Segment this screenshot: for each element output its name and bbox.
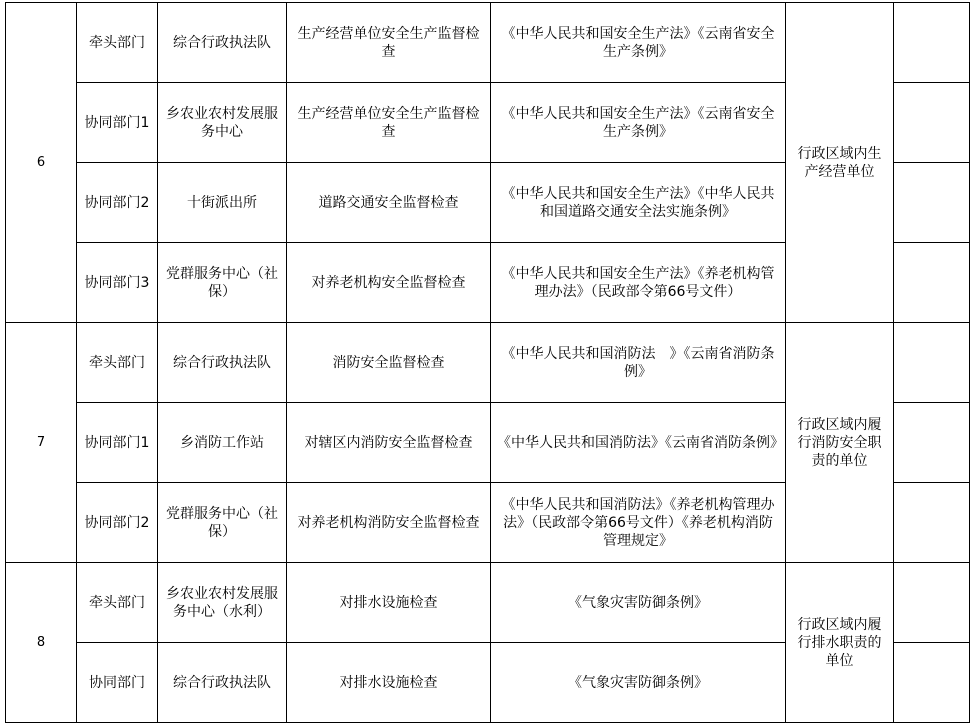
inspection-scope: 行政区域内生产经营单位: [786, 3, 894, 323]
blank-cell: [894, 323, 970, 403]
legal-basis: 《中华人民共和国安全生产法》《云南省安全生产条例》: [491, 3, 786, 83]
legal-basis: 《气象灾害防御条例》: [491, 643, 786, 723]
inspection-item: 生产经营单位安全生产监督检查: [287, 83, 491, 163]
blank-cell: [894, 643, 970, 723]
blank-cell: [894, 163, 970, 243]
legal-basis: 《中华人民共和国安全生产法》《中华人民共和国道路交通安全法实施条例》: [491, 163, 786, 243]
department-role: 协同部门2: [77, 483, 158, 563]
table-row: [6, 323, 970, 403]
table-row: [6, 563, 970, 643]
inspection-item: 对排水设施检查: [287, 643, 491, 723]
department-unit: 综合行政执法队: [158, 323, 287, 403]
department-role: 协同部门1: [77, 403, 158, 483]
inspection-scope: 行政区域内履行消防安全职责的单位: [786, 323, 894, 563]
item-number: 8: [6, 563, 77, 723]
item-number: 7: [6, 323, 77, 563]
inspection-item: 生产经营单位安全生产监督检查: [287, 3, 491, 83]
blank-cell: [894, 243, 970, 323]
department-unit: 十街派出所: [158, 163, 287, 243]
inspection-item: 对养老机构消防安全监督检查: [287, 483, 491, 563]
legal-basis: 《中华人民共和国安全生产法》《养老机构管理办法》（民政部令第66号文件）: [491, 243, 786, 323]
blank-cell: [894, 83, 970, 163]
department-unit: 乡农业农村发展服务中心（水利）: [158, 563, 287, 643]
legal-basis: 《中华人民共和国消防法》《云南省消防条例》: [491, 403, 786, 483]
department-unit: 综合行政执法队: [158, 3, 287, 83]
blank-cell: [894, 483, 970, 563]
legal-basis: 《中华人民共和国安全生产法》《云南省安全生产条例》: [491, 83, 786, 163]
department-role: 协同部门: [77, 643, 158, 723]
blank-cell: [894, 403, 970, 483]
legal-basis: 《气象灾害防御条例》: [491, 563, 786, 643]
legal-basis: 《中华人民共和国消防法 》《云南省消防条例》: [491, 323, 786, 403]
department-role: 牵头部门: [77, 323, 158, 403]
inspection-item: 对养老机构安全监督检查: [287, 243, 491, 323]
department-role: 协同部门1: [77, 83, 158, 163]
inspection-item: 消防安全监督检查: [287, 323, 491, 403]
department-role: 牵头部门: [77, 3, 158, 83]
department-unit: 乡农业农村发展服务中心: [158, 83, 287, 163]
department-role: 协同部门2: [77, 163, 158, 243]
inspection-item: 对辖区内消防安全监督检查: [287, 403, 491, 483]
department-unit: 党群服务中心（社保）: [158, 483, 287, 563]
department-unit: 乡消防工作站: [158, 403, 287, 483]
legal-basis: 《中华人民共和国消防法》《养老机构管理办法》（民政部令第66号文件）《养老机构消防管理规定》: [491, 483, 786, 563]
inspection-table: [5, 2, 970, 723]
inspection-item: 对排水设施检查: [287, 563, 491, 643]
blank-cell: [894, 563, 970, 643]
department-unit: 党群服务中心（社保）: [158, 243, 287, 323]
department-role: 牵头部门: [77, 563, 158, 643]
department-role: 协同部门3: [77, 243, 158, 323]
inspection-item: 道路交通安全监督检查: [287, 163, 491, 243]
inspection-scope: 行政区域内履行排水职责的单位: [786, 563, 894, 723]
department-unit: 综合行政执法队: [158, 643, 287, 723]
item-number: 6: [6, 3, 77, 323]
table-row: [6, 3, 970, 83]
blank-cell: [894, 3, 970, 83]
